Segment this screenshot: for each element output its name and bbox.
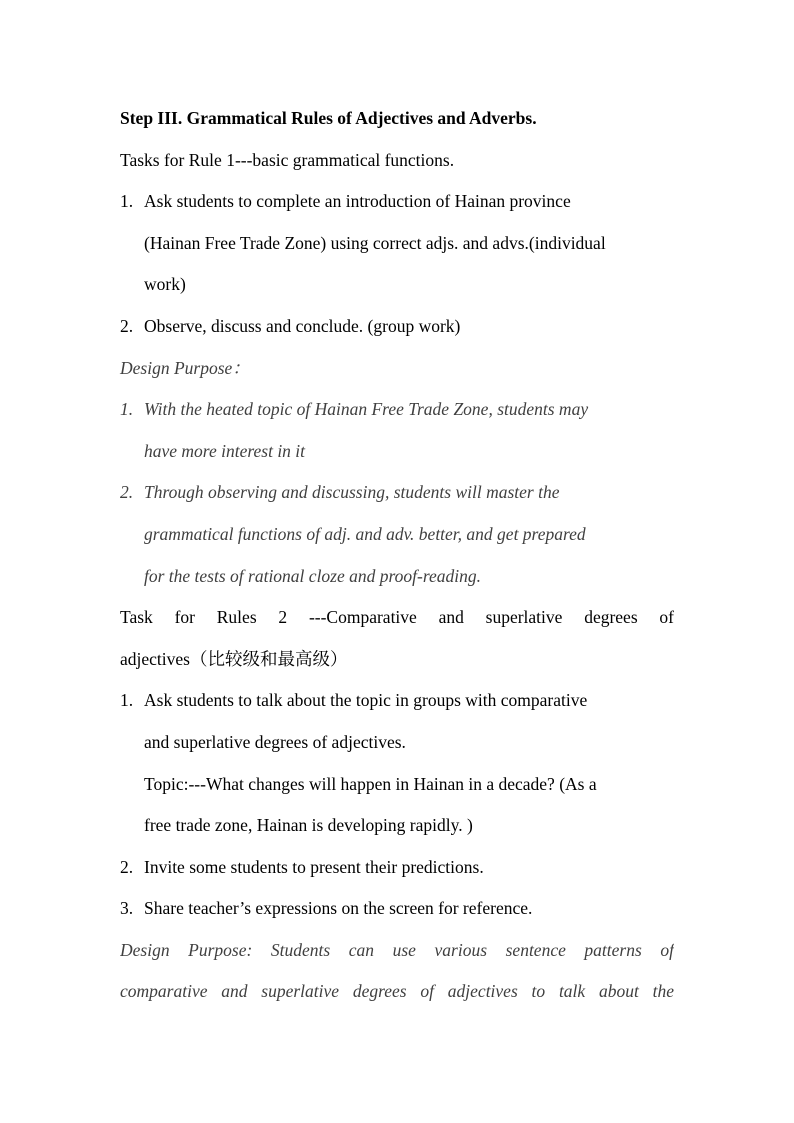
list-item-text: Observe, discuss and conclude. (group work) <box>144 315 461 336</box>
topic-text: free trade zone, Hainan is developing rapidly. ) <box>144 815 473 836</box>
rule2-task-1 <box>120 680 674 846</box>
list-item-text: work) <box>144 274 186 295</box>
rule1-task-2 <box>120 306 674 348</box>
rule2-title-continued: adjectives（比较级和最高级） <box>120 648 348 669</box>
list-item-text: Invite some students to present their predictions. <box>144 856 484 877</box>
list-item-text: With the heated topic of Hainan Free Trade Zone, students may <box>144 399 589 420</box>
list-item-text: have more interest in it <box>144 440 306 461</box>
list-number: 2. <box>120 315 134 336</box>
list-number: 1. <box>120 191 134 212</box>
purpose-item-2 <box>120 472 674 597</box>
document-page <box>120 98 674 1013</box>
list-item-text: Share teacher’s expressions on the screen for reference. <box>144 898 533 919</box>
list-item-text: Ask students to complete an introduction of Hainan province <box>144 191 571 212</box>
list-number: 2. <box>120 856 134 877</box>
rule2-design-purpose: Design Purpose: Students can use various sentence patterns of <box>120 939 674 960</box>
rule2-title: Task for Rules 2 ---Comparative and superlative degrees of <box>120 607 674 628</box>
rule2-design-purpose-continued: comparative and superlative degrees of adjectives to talk about the <box>120 981 674 1002</box>
list-number: 1. <box>120 690 134 711</box>
list-item-text: (Hainan Free Trade Zone) using correct adjs. and advs.(individual <box>144 232 606 253</box>
list-number: 3. <box>120 898 134 919</box>
list-item-text: and superlative degrees of adjectives. <box>144 731 406 752</box>
purpose-item-1 <box>120 389 674 472</box>
topic-text: Topic:---What changes will happen in Hainan in a decade? (As a <box>144 773 597 794</box>
rule1-title: Tasks for Rule 1---basic grammatical functions. <box>120 149 455 170</box>
rule2-task-2 <box>120 847 674 889</box>
list-item-text: Through observing and discussing, students will master the <box>144 482 560 503</box>
rule2-task-3 <box>120 888 674 930</box>
list-number: 1. <box>120 399 134 420</box>
list-item-text: for the tests of rational cloze and proof-reading. <box>144 565 482 586</box>
rule1-task-1 <box>120 181 674 306</box>
step-heading: Step III. Grammatical Rules of Adjectives and Adverbs. <box>120 108 537 128</box>
list-number: 2. <box>120 482 134 503</box>
design-purpose-label: Design Purpose： <box>120 357 250 378</box>
list-item-text: Ask students to talk about the topic in groups with comparative <box>144 690 588 711</box>
list-item-text: grammatical functions of adj. and adv. better, and get prepared <box>144 523 586 544</box>
